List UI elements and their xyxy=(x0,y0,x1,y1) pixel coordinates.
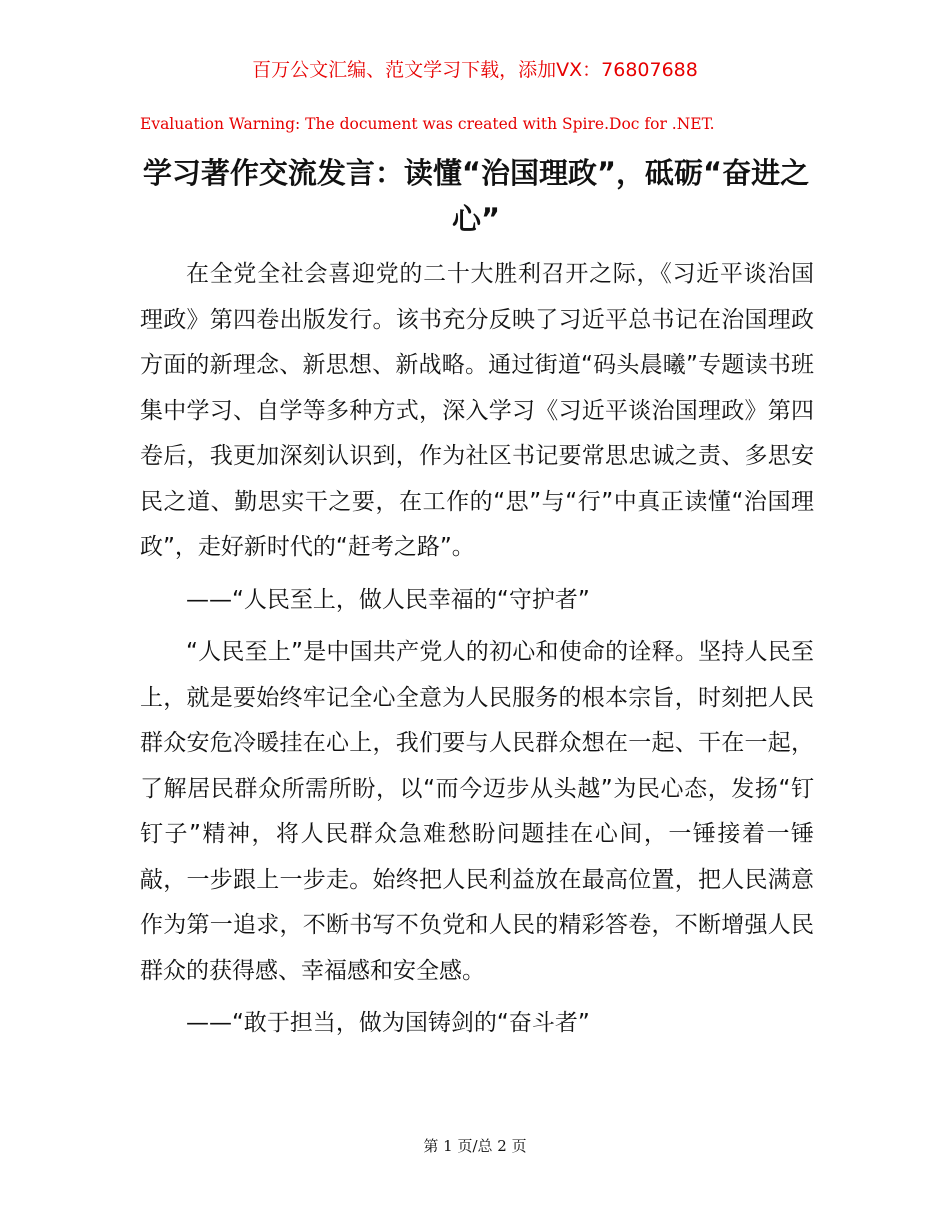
promo-banner: 百万公文汇编、范文学习下载，添加VX：76807688 xyxy=(252,59,698,81)
section-heading-responsibility: ——“敢于担当，做为国铸剑的“奋斗者” xyxy=(186,1010,590,1036)
intro-paragraph: 在全党全社会喜迎党的二十大胜利召开之际，《习近平谈治国理政》第四卷出版发行。该书充分反映了习近平总书记在治国理政方面的新理念、新思想、新战略。通过街道“码头晨曦”专题读书班集中学习、自学等多种方式，深入学习《习近平谈治国理政》第四卷后，我更加深刻认识到，作为社区书记要常思忠诚之责、多思安民之道、勤思实干之要，在工作的“思”与“行”中真正读懂“治国理政”，走好新时代的“赶考之路”。 xyxy=(140,261,814,560)
people-first-paragraph: “人民至上”是中国共产党人的初心和使命的诠释。坚持人民至上，就是要始终牢记全心全意为人民服务的根本宗旨，时刻把人民群众安危冷暖挂在心上，我们要与人民群众想在一起、干在一起，了解居民群众所需所盼，以“而今迈步从头越”为民心态，发扬“钉钉子”精神，将人民群众急难愁盼问题挂在心间，一锤接着一锤敲，一步跟上一步走。始终把人民利益放在最高位置，把人民满意作为第一追求，不断书写不负党和人民的精彩答卷，不断增强人民群众的获得感、幸福感和安全感。 xyxy=(140,639,814,984)
evaluation-warning: Evaluation Warning: The document was created with Spire.Doc for .NET. xyxy=(140,115,715,133)
document-body xyxy=(140,252,814,1054)
page-number-footer: 第 1 页/总 2 页 xyxy=(423,1137,527,1155)
document-title: 学习著作交流发言：读懂“治国理政”，砥砺“奋进之心” xyxy=(142,156,810,236)
section-heading-people-first: ——“人民至上，做人民幸福的“守护者” xyxy=(186,586,590,613)
